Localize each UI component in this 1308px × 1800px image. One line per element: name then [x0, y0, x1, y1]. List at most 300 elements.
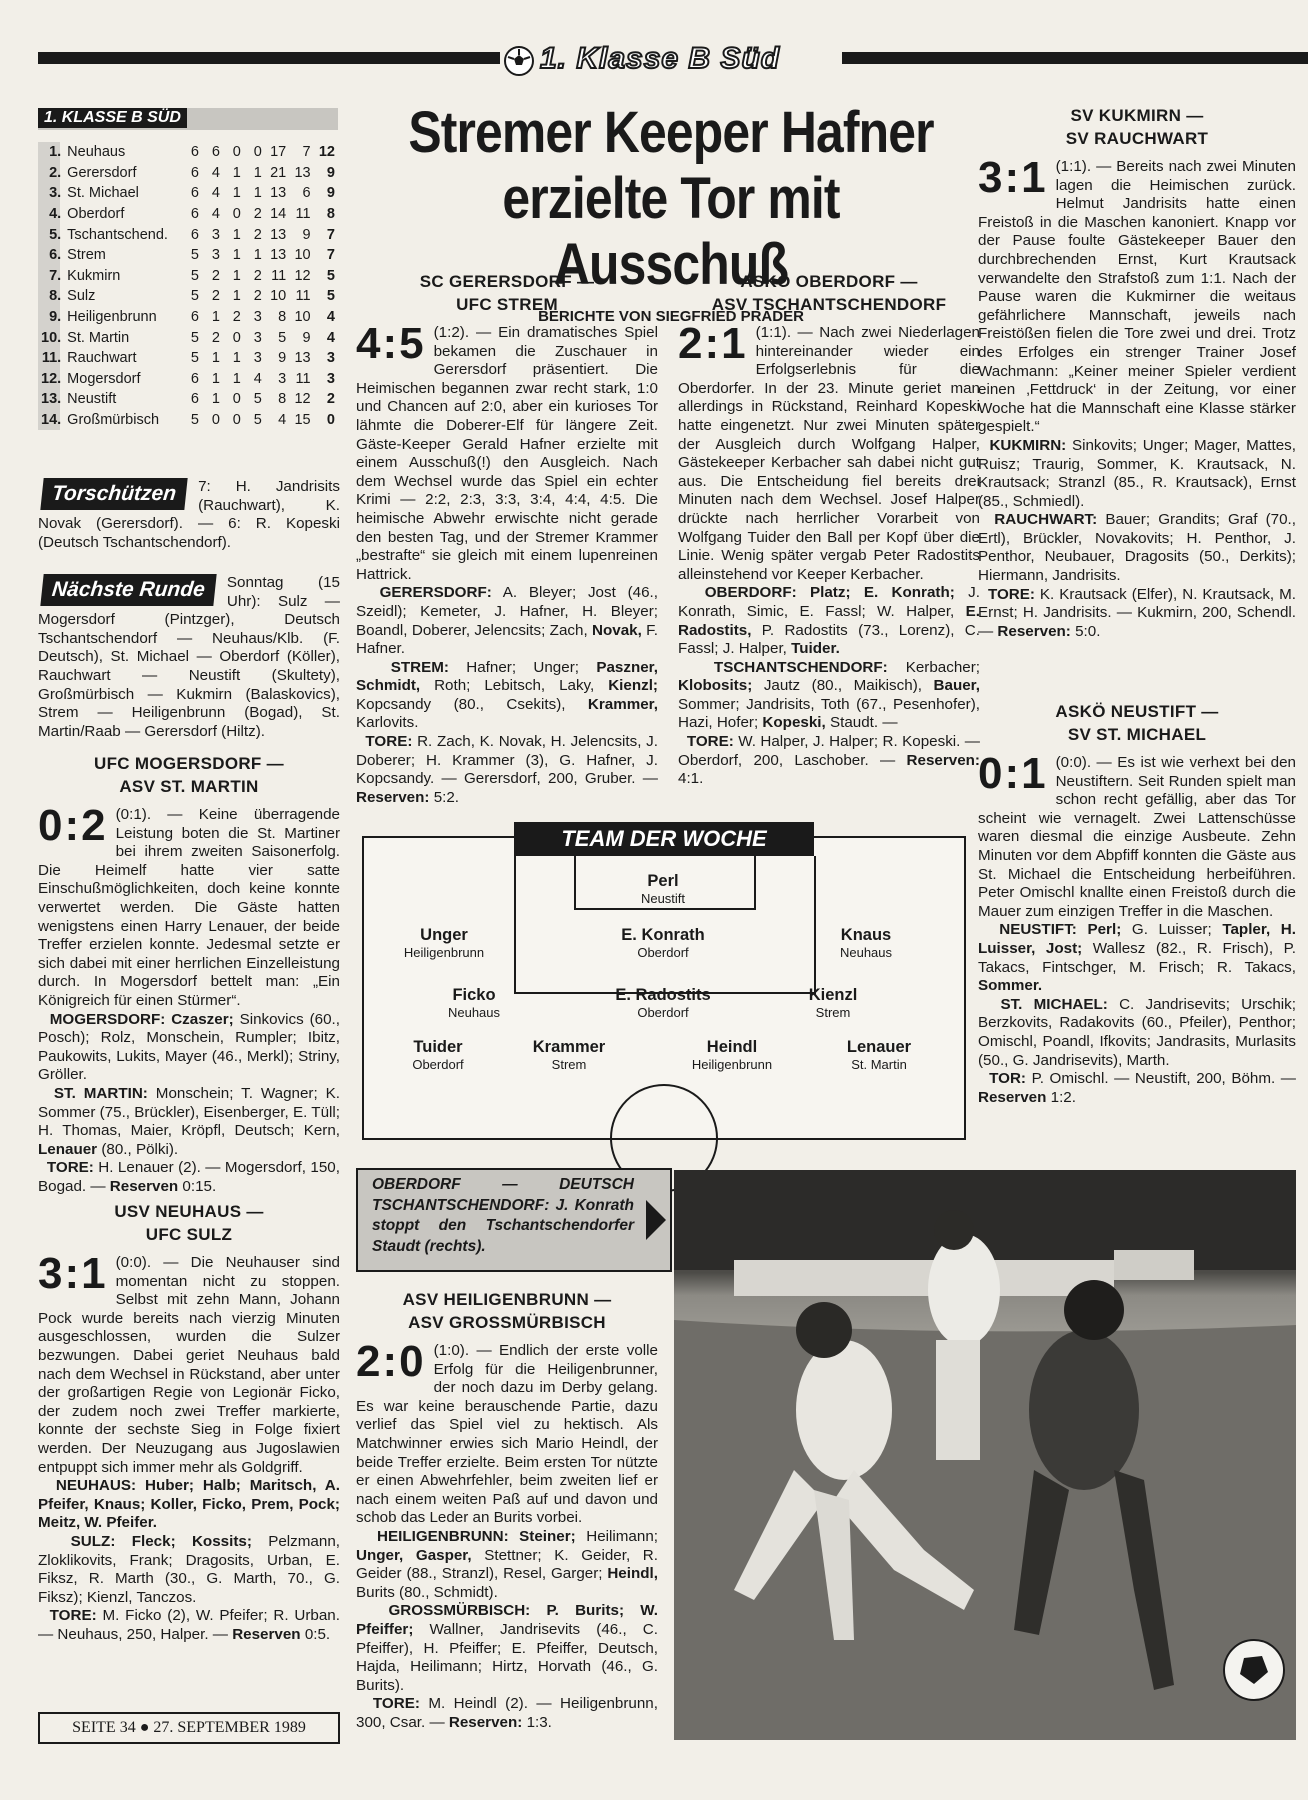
team-cell: Oberdorf — [67, 206, 125, 223]
scorers-text: 7: H. Jandrisits (Rauchwart), K. Novak (Gerersdorf). — 6: R. Kopeski (Deutsch Tschantschendorf). — [38, 478, 340, 551]
rank-cell: 9. — [49, 309, 62, 326]
stat-cell: 6 — [302, 185, 311, 202]
reserves: 5:0. — [1075, 622, 1101, 640]
match-home: ASV HEILIGENBRUNN — — [402, 1290, 612, 1309]
headline-line-1: Stremer Keeper Hafner — [408, 100, 934, 165]
stat-cell: 6 — [190, 206, 199, 223]
stat-cell: 1 — [232, 350, 241, 367]
team-cell: Neustift — [67, 391, 117, 408]
lineup-bold: Krammer, — [587, 695, 658, 713]
rank-cell: 1. — [49, 144, 62, 161]
lineup-team: ST. MICHAEL: — [1000, 995, 1108, 1013]
lineup-team: NEUHAUS: — [55, 1477, 137, 1495]
stat-cell: 7 — [302, 144, 311, 161]
stat-cell: 11 — [295, 206, 311, 223]
match-away: UFC SULZ — [145, 1225, 233, 1244]
player-club: Neuhaus — [447, 1005, 501, 1020]
reserves: 5:2. — [433, 788, 460, 806]
match-report: (1:1). — Bereits nach zwei Minuten lagen die Heimischen zurück. Helmut Jandrisits hatte einen Freistoß in die Maschen kanoniert. Knapp vor der Pause foulte Gästekeeper Bauer den durchbrechenden Ernst, Kurt Krautsack verwandelte den Strafstoß zum 1:1. Nach der Pause waren die Kukmirner die weitaus gefährlichere Mannschaft, jeweils nach Freistößen fielen die Tore zwei und drei. Trotz des Erfolges ein strenger Trainer Josef Wachmann: „Keiner meiner Spieler verdient einen ‚Fettdruck‘ in der Zeitung, vor einer Woche hat die Mannschaft eine Klasse stärker gespielt.“ — [978, 158, 1296, 436]
match-heiligenbrunn — [356, 1288, 658, 1732]
player-defender-center — [598, 926, 728, 960]
match-report: (1:2). — Ein dramatisches Spiel bekamen die Zuschauer in Gerersdorf präsentiert. Die Heimischen begannen zwar recht stark, 1:0 und Chancen auf 2:0, aber ein kurioses Tor lähmte die Doberer-Elf für längere Zeit. Gäste-Keeper Gerald Hafner erzielte mit einem Ausschuß(!) den Ausgleich. Nach dem Wechsel wurde das Spiel ein echter Krimi — 2:2, 2:3, 3:3, 3:4, 4:4, 4:5. Die heimische Abwehr erwischte nicht gerade den besten Tag, und der Stremer Krammer „bestrafte“ sie gleich mit einem lupenreinen Hattrick. — [356, 324, 658, 583]
page-footer: SEITE 34 ● 27. SEPTEMBER 1989 — [38, 1712, 340, 1744]
goals: R. Zach, K. Novak, H. Jelencsits, J. Doberer; H. Krammer (3), G. Hafner, J. Kopcsandy. — Gerersdorf, 200, Gruber. — — [356, 733, 658, 788]
stat-cell: 11 — [295, 370, 311, 387]
team-cell: Rauchwart — [67, 350, 137, 367]
match-away: ASV ST. MARTIN — [119, 777, 259, 796]
rank-cell: 4. — [49, 206, 62, 223]
lineup: Kopcsandy (80., Csekits), — [356, 695, 566, 713]
player-name: Knaus — [840, 926, 892, 944]
rank-cell: 3. — [49, 185, 62, 202]
reserves-label: Reserven — [978, 1088, 1047, 1106]
stat-cell: 10 — [270, 288, 287, 305]
stat-cell: 9 — [326, 164, 335, 181]
match-home: ASKÖ OBERDORF — — [740, 272, 918, 291]
scorers-label: Torschützen — [40, 478, 187, 510]
lineup-bold: Steiner; — [519, 1527, 576, 1545]
team-cell: Mogersdorf — [67, 370, 141, 387]
team-cell: Gerersdorf — [67, 164, 137, 181]
stat-cell: 6 — [190, 226, 199, 243]
team-cell: Neuhaus — [67, 144, 126, 161]
match-report: (0:1). — Keine überragende Leistung boten die St. Martiner bei ihrem zweiten Saisonerfolg. Die Heimelf hatte vier satte Einschußmöglichkeiten, doch keine konnte verwertet werden. Die Gäste hatten wenigstens einen Harry Lenauer, der beide Treffer erzielen konnte. Jedesmal setzte er sich dabei mit einer herrlichen Einzelleistung durch. In Mogersdorf bettelt man: „Ein Königreich für einen Stürmer“. — [38, 806, 340, 1009]
player-club: Oberdorf — [637, 1005, 689, 1020]
lineup: Staudt. — — [829, 714, 898, 732]
stat-cell: 4 — [211, 164, 220, 181]
stat-cell: 1 — [232, 226, 241, 243]
stat-cell: 4 — [211, 206, 220, 223]
lineup-bold: Tuider. — [791, 640, 840, 658]
lineup: F. Hafner. — [356, 621, 658, 658]
lineup-team: STREM: — [390, 658, 449, 676]
stat-cell: 6 — [190, 164, 199, 181]
stat-cell: 1 — [232, 185, 241, 202]
lineup-bold: Czaszer; — [171, 1010, 234, 1028]
stat-cell: 14 — [270, 206, 287, 223]
player-club: Strem — [815, 1005, 851, 1020]
lineup: J. Konrath, Simic, E. Fassl; W. Halper, — [678, 584, 980, 620]
stat-cell: 8 — [278, 391, 287, 408]
stat-cell: 6 — [211, 144, 220, 161]
table-row — [38, 307, 338, 328]
photo-illustration — [674, 1170, 1296, 1740]
lineup-team: NEUSTIFT: — [999, 921, 1077, 939]
lineup-team: KUKMIRN: — [989, 436, 1067, 454]
stat-cell: 10 — [294, 247, 311, 264]
table-row — [38, 327, 338, 348]
stat-cell: 5 — [190, 350, 199, 367]
rank-cell: 2. — [49, 164, 62, 181]
match-report: (0:0). — Es ist wie verhext bei den Neustiftern. Seit Runden spielt man schon recht gefällig, aber das Tor scheint wie vernagelt. Zwei Lattenschüsse waren diesmal die einzige Ausbeute. Zehn Minuten vor dem Abpfiff konnten die Gäste aus St. Michael die Entscheidung herbeiführen. Peter Omischl knallte einen Freistoß durch die Mauer zum einzigen Treffer in die Maschen. — [978, 754, 1296, 920]
table-row — [38, 245, 338, 266]
stat-cell: 9 — [326, 185, 335, 202]
stat-cell: 1 — [211, 391, 220, 408]
stat-cell: 9 — [302, 329, 311, 346]
arrow-right-icon — [646, 1200, 666, 1240]
stat-cell: 2 — [253, 206, 262, 223]
stat-cell: 5 — [190, 247, 199, 264]
stat-cell: 12 — [318, 144, 335, 161]
team-cell: Tschantschend. — [67, 226, 168, 243]
stat-cell: 2 — [211, 267, 220, 284]
stat-cell: 1 — [232, 164, 241, 181]
lineup: Burits (80., Schmidt). — [356, 1583, 498, 1601]
scorers-box — [38, 478, 340, 552]
team-cell: Sulz — [67, 288, 96, 305]
stat-cell: 6 — [190, 309, 199, 326]
stat-cell: 2 — [211, 329, 220, 346]
header-band-right — [842, 52, 1308, 64]
match-neustift — [978, 700, 1296, 1107]
match-score: 2:0 — [356, 1337, 426, 1386]
stat-cell: 9 — [302, 226, 311, 243]
reserves-label: Reserven: — [906, 751, 980, 769]
goals: M. Ficko (2), W. Pfeifer; R. Urban. — Neuhaus, 250, Halper. — — [38, 1607, 340, 1643]
stat-cell: 1 — [232, 288, 241, 305]
stat-cell: 12 — [294, 267, 311, 284]
stat-cell: 5 — [190, 288, 199, 305]
lineup-team: MOGERSDORF: — [49, 1010, 166, 1028]
stat-cell: 15 — [294, 412, 311, 429]
lineup: Karlovits. — [356, 714, 419, 732]
stat-cell: 3 — [253, 309, 262, 326]
stat-cell: 13 — [294, 164, 311, 181]
goals-label: TORE: — [686, 733, 734, 751]
reserves: 1:3. — [526, 1713, 552, 1731]
lineup-bold: Sommer. — [978, 977, 1043, 995]
lineup-bold: Bauer, — [933, 677, 980, 695]
stat-cell: 6 — [190, 185, 199, 202]
lineup: G. Luisser; — [1131, 921, 1212, 939]
lineup-bold: Kopeski, — [762, 714, 826, 732]
stat-cell: 5 — [278, 329, 287, 346]
lineup: P. Radostits (73., Lorenz), C. Fassl; J. Halper, — [678, 621, 980, 658]
player-name: Ficko — [452, 986, 496, 1004]
goals-label: TORE: — [49, 1607, 97, 1625]
match-kukmirn — [978, 104, 1296, 641]
player-name: Tuider — [413, 1038, 463, 1056]
goals-label: TOR: — [989, 1070, 1026, 1088]
lineup: Hafner; Unger; — [466, 658, 579, 676]
stat-cell: 10 — [294, 309, 311, 326]
match-away: UFC STREM — [456, 295, 558, 314]
rank-cell: 11. — [41, 350, 62, 367]
next-round-box — [38, 574, 340, 741]
goals: K. Krautsack (Elfer), N. Krautsack, M. Ernst; H. Jandrisits. — Kukmirn, 200, Schendl. — — [978, 585, 1296, 640]
reserves-label: Reserven: — [997, 622, 1071, 640]
lineup: Wallner, Jandrisevits (46., C. Pfeiffer), H. Pfeiffer; E. Pfeiffer, Deutsch, Hajda, Heilimann; Hirtz, Horvath (46., G. Burits). — [356, 1620, 658, 1694]
football-icon — [504, 46, 534, 76]
lineup-team: GROSSMÜRBISCH: — [388, 1602, 531, 1620]
player-mid-center — [598, 986, 728, 1020]
table-row — [38, 389, 338, 410]
stat-cell: 0 — [232, 391, 241, 408]
lineup-bold: Lenauer — [38, 1140, 98, 1158]
stat-cell: 7 — [326, 247, 335, 264]
lineup: Sommer; Jandrisits, Toth (67., Pesenhofer), Hazi, Hofer; — [678, 695, 980, 732]
lineup: C. Jandrisevits; Urschik; Berzkovits, Radakovits (60., Pfeiler), Penthor; Omischl, Poandl, Ifkovits; Jandrasits, Murlasits (50., G. Jandrisevits), Marth. — [978, 995, 1296, 1069]
stat-cell: 3 — [253, 329, 262, 346]
photo-caption-box — [356, 1168, 672, 1272]
byline: BERICHTE VON SIEGFRIED PRADER — [538, 308, 804, 325]
stat-cell: 8 — [278, 309, 287, 326]
stat-cell: 1 — [232, 370, 241, 387]
stat-cell: 13 — [294, 350, 311, 367]
lineup-bold: Heindl, — [607, 1565, 658, 1583]
lineup-bold: Klobosits; — [678, 677, 753, 695]
lineup: Pelzmann, Zloklikovits, Frank; Dragosits, Urban, E. Fiksz, R. Marth (30., G. Marth, 70., G. Fiksz); Kienzl, Tanczos. — [38, 1532, 340, 1606]
team-cell: St. Michael — [67, 185, 139, 202]
photo-caption: OBERDORF — DEUTSCH TSCHANTSCHENDORF: J. Konrath stoppt den Tschantschendorfer Staudt (rechts). — [372, 1176, 634, 1255]
lineup-team: SULZ: — [70, 1532, 116, 1550]
stat-cell: 5 — [190, 329, 199, 346]
player-name: E. Konrath — [621, 926, 705, 944]
match-away: ASV GROSSMÜRBISCH — [408, 1313, 606, 1332]
lineup: Monschein; T. Wagner; K. Sommer (75., Brückler), Eisenberger, E. Tüll; H. Thomas, Maier, Kröpfl, Deutsch; Kern, — [38, 1084, 340, 1140]
player-club: Neuhaus — [839, 945, 893, 960]
stat-cell: 3 — [211, 247, 220, 264]
reserves: 0:5. — [304, 1625, 331, 1643]
lineup: (80., Pölki). — [101, 1140, 179, 1158]
goals-label: TORE: — [365, 733, 413, 751]
lineup-bold: Paszner, Schmidt, — [356, 658, 658, 695]
player-name: Perl — [647, 872, 679, 890]
stat-cell: 1 — [232, 267, 241, 284]
match-home: SC GERERSDORF — — [419, 272, 595, 291]
stat-cell: 1 — [253, 185, 262, 202]
team-cell: Heiligenbrunn — [67, 309, 157, 326]
stat-cell: 0 — [232, 144, 241, 161]
lineup-bold: Unger, Gasper, — [356, 1546, 472, 1564]
lineup: Bauer; Grandits; Graf (70., Ertl), Brückler, Novakovits; H. Penthor, J. Penthor, Neubauer, Dragosits (50., Derkits); Hiermann, Jandrisits. — [978, 511, 1296, 585]
reserves-label: Reserven: — [356, 788, 430, 806]
player-club: Neustift — [640, 891, 686, 906]
player-forward-1 — [373, 1038, 503, 1072]
goals-label: TORE: — [46, 1159, 94, 1177]
match-score: 2:1 — [678, 319, 748, 368]
rank-cell: 6. — [49, 247, 62, 264]
table-row — [38, 163, 338, 184]
goals-label: TORE: — [372, 1695, 420, 1713]
lineup: Wallesz (82., R. Frisch), P. Takacs, Fintschger, M. Frisch; R. Takacs, — [978, 939, 1296, 976]
rank-cell: 8. — [49, 288, 62, 305]
header-band-left — [38, 52, 500, 64]
page-number: SEITE 34 — [72, 1719, 136, 1736]
stat-cell: 0 — [326, 412, 335, 429]
player-forward-2 — [504, 1038, 634, 1072]
lineup: Sinkovics (60., Posch); Rolz, Monschein, Rumpler; Ibitz, Paukowits, Lukits, Mayer (46., Merkl); Striny, Gröller. — [38, 1010, 340, 1084]
stat-cell: 1 — [211, 370, 220, 387]
reserves-label: Reserven: — [448, 1713, 523, 1731]
match-gerersdorf — [356, 270, 658, 807]
reserves: 1:2. — [1050, 1088, 1076, 1106]
section-title: 1. Klasse B Süd — [540, 42, 781, 75]
league-table — [38, 142, 338, 430]
stat-cell: 13 — [270, 226, 287, 243]
reserves: 4:1. — [678, 770, 704, 788]
stat-cell: 13 — [270, 185, 287, 202]
player-club: Heiligenbrunn — [403, 945, 485, 960]
lineup-bold: Tapler, H. Luisser, Jost; — [978, 921, 1296, 957]
player-name: Krammer — [532, 1038, 606, 1056]
lineup-team: ST. MARTIN: — [53, 1084, 148, 1102]
rank-cell: 7. — [49, 267, 62, 284]
player-club: Heiligenbrunn — [691, 1057, 773, 1072]
match-score: 3:1 — [38, 1249, 108, 1298]
stat-cell: 11 — [295, 288, 311, 305]
team-cell: St. Martin — [67, 329, 130, 346]
player-forward-3 — [667, 1038, 797, 1072]
goals: M. Heindl (2). — Heiligenbrunn, 300, Csar. — — [356, 1695, 658, 1731]
stat-cell: 3 — [253, 350, 262, 367]
match-report: (1:0). — Endlich der erste volle Erfolg für die Heiligenbrunner, der noch dazu im Derby gelang. Es war keine berauschende Partie, dazu verlief das Spiel viel zu hektisch. Als Matchwinner erwies sich Mario Heindl, der beide Treffer erzielte. Beim ersten Tor nützte er einen Abwehrfehler, beim zweiten lief er nach einem weiten Paß auf und davon und schob das Leder an Burits vorbei. — [356, 1342, 658, 1527]
lineup-bold: P. Burits; W. Pfeiffer; — [356, 1602, 658, 1638]
match-home: UFC MOGERSDORF — — [94, 754, 284, 773]
goals-label: TORE: — [987, 585, 1035, 603]
table-row — [38, 204, 338, 225]
lineup-bold: Huber; Halb; Maritsch, A. Pfeifer, Knaus; Koller, Ficko, Prem, Pock; Meitz, W. Pfeifer. — [38, 1477, 340, 1532]
stat-cell: 2 — [253, 267, 262, 284]
stat-cell: 21 — [270, 164, 287, 181]
player-club: Oberdorf — [637, 945, 689, 960]
lineup-team: GERERSDORF: — [379, 584, 492, 602]
stat-cell: 8 — [326, 206, 335, 223]
stat-cell: 6 — [190, 144, 199, 161]
match-report: (0:0). — Die Neuhauser sind momentan nicht zu stoppen. Selbst mit zehn Mann, Johann Pock wurde bereits nach vierzig Minuten ausgeschlossen, wurden die Sulzer bezwungen. Dabei geriet Neuhaus bald nach dem Wechsel in Rückstand, aber unter der großartigen Regie von Legionär Ficko, der zudem noch zwei Treffer markierte, konnte der sechste Sieg in Folge fixiert werden. Der Neuzugang aus Jugoslawien entpuppt sich immer mehr als Goldgriff. — [38, 1254, 340, 1476]
stat-cell: 0 — [232, 412, 241, 429]
rank-cell: 10. — [41, 329, 62, 346]
player-name: Unger — [420, 926, 468, 944]
match-home: USV NEUHAUS — — [114, 1202, 264, 1221]
lineup-team: HEILIGENBRUNN: — [377, 1527, 509, 1545]
match-report: (1:1). — Nach zwei Niederlagen hintereinander wieder ein Erfolgserlebnis für die Oberdorfer. In der 23. Minute geriet man allerdings in Rückstand, Reinhard Kopeski hatte eingenetzt. Nur zwei Minuten später der Ausgleich durch Wolfgang Halper, Gästekeeper Kerbacher sah dabei nicht gut aus. Die Entscheidung fiel bereits drei Minuten nach dem Wechsel. Josef Halper drückte nach herrlicher Vorarbeit von Wolfgang Tuider den Ball per Kopf über die Linie. Wenig später vergab Peter Radostits alleinstehend vor Keeper Kerbacher. — [678, 324, 980, 583]
league-table-box — [38, 108, 338, 430]
lineup-team: RAUCHWART: — [994, 511, 1098, 529]
reserves-label: Reserven — [109, 1177, 179, 1195]
stat-cell: 17 — [270, 144, 287, 161]
reserves-label: Reserven — [232, 1625, 301, 1643]
stat-cell: 2 — [326, 391, 335, 408]
lineup-bold: Platz; E. Konrath; — [810, 584, 955, 602]
stat-cell: 1 — [211, 350, 220, 367]
stat-cell: 5 — [253, 412, 262, 429]
table-row — [38, 348, 338, 369]
section-header — [500, 42, 840, 78]
stat-cell: 3 — [211, 226, 220, 243]
player-club: St. Martin — [851, 1057, 907, 1072]
lineup-bold: Novak, — [592, 621, 642, 639]
player-name: Lenauer — [846, 1038, 912, 1056]
stat-cell: 9 — [278, 350, 287, 367]
table-row — [38, 183, 338, 204]
lineup-bold: E. Radostits, — [678, 602, 980, 639]
stat-cell: 0 — [211, 412, 220, 429]
player-club: Oberdorf — [412, 1057, 464, 1072]
player-defender-left — [379, 926, 509, 960]
team-of-week-pitch — [362, 826, 966, 1140]
stat-cell: 6 — [190, 391, 199, 408]
stat-cell: 5 — [326, 288, 335, 305]
lineup-bold: Kienzl; — [608, 677, 658, 695]
table-row — [38, 286, 338, 307]
player-mid-right — [768, 986, 898, 1020]
player-name: E. Radostits — [615, 986, 711, 1004]
goals: P. Omischl. — Neustift, 200, Böhm. — — [1031, 1070, 1296, 1088]
stat-cell: 2 — [232, 309, 241, 326]
stat-cell: 1 — [211, 309, 220, 326]
match-neuhaus — [38, 1200, 340, 1644]
table-row — [38, 142, 338, 163]
table-row — [38, 224, 338, 245]
stat-cell: 3 — [278, 370, 287, 387]
match-away: ASV TSCHANTSCHENDORF — [711, 295, 947, 314]
match-score: 0:1 — [978, 749, 1048, 798]
stat-cell: 4 — [326, 329, 335, 346]
rank-cell: 12. — [41, 370, 62, 387]
match-home: SV KUKMIRN — — [1070, 106, 1204, 125]
goals: H. Lenauer (2). — Mogersdorf, 150, Bogad. — — [38, 1159, 340, 1195]
match-score: 0:2 — [38, 801, 108, 850]
stat-cell: 5 — [190, 267, 199, 284]
team-cell: Kukmirn — [67, 267, 121, 284]
stat-cell: 5 — [253, 391, 262, 408]
stat-cell: 1 — [253, 164, 262, 181]
lineup-team: OBERDORF: — [704, 584, 797, 602]
match-photo — [674, 1170, 1296, 1740]
table-title: 1. KLASSE B SÜD — [38, 108, 187, 128]
rank-cell: 5. — [49, 226, 62, 243]
stat-cell: 4 — [211, 185, 220, 202]
team-cell: Strem — [67, 247, 106, 264]
team-of-week-title: TEAM DER WOCHE — [514, 822, 814, 856]
issue-date: 27. SEPTEMBER 1989 — [153, 1719, 306, 1736]
match-away: SV ST. MICHAEL — [1067, 725, 1207, 744]
next-round-text: Sonntag (15 Uhr): Sulz — Mogersdorf (Pintzger), Deutsch Tschantschendorf — Neuhaus/Klb. (F. Deutsch), St. Michael — Oberdorf (Köller), Rauchwart — Neustift (Skultety), Großmürbisch — Kukmirn (Balaskovics), Strem — Heiligenbrunn (Bogad), St. Martin/Raab — Gerersdorf (Hiltz). — [38, 574, 340, 740]
stat-cell: 3 — [326, 370, 335, 387]
lineup: Sinkovits; Unger; Mager, Mattes, Ruisz; Traurig, Sommer, K. Krautsack, N. Krautsack; Stranzl (85., R. Krautsack), Ernst (85., Schmiedl). — [978, 436, 1296, 510]
match-score: 3:1 — [978, 153, 1048, 202]
lineup: Roth; Lebitsch, Laky, — [434, 677, 595, 695]
player-keeper — [598, 872, 728, 906]
stat-cell: 0 — [232, 206, 241, 223]
stat-cell: 2 — [211, 288, 220, 305]
lineup: Kerbacher; — [905, 658, 980, 676]
stat-cell: 5 — [326, 267, 335, 284]
player-mid-left — [409, 986, 539, 1020]
stat-cell: 11 — [271, 267, 287, 284]
stat-cell: 3 — [326, 350, 335, 367]
stat-cell: 6 — [190, 370, 199, 387]
headline-line-2: erzielte Tor mit Ausschuß — [502, 166, 840, 297]
stat-cell: 4 — [326, 309, 335, 326]
lineup: A. Bleyer; Jost (46., Szeidl); Kemeter, J. Hafner, H. Bleyer; Boandl, Doberer, Jelencsits; Zach, — [356, 584, 658, 639]
reserves: 0:15. — [182, 1177, 217, 1195]
stat-cell: 4 — [253, 370, 262, 387]
stat-cell: 1 — [232, 247, 241, 264]
stat-cell: 2 — [253, 288, 262, 305]
lineup-team: TSCHANTSCHENDORF: — [713, 658, 888, 676]
team-cell: Großmürbisch — [67, 412, 160, 429]
player-name: Kienzl — [808, 986, 858, 1004]
player-club: Strem — [551, 1057, 587, 1072]
stat-cell: 4 — [278, 412, 287, 429]
match-mogersdorf — [38, 752, 340, 1196]
rank-cell: 13. — [41, 391, 62, 408]
match-away: SV RAUCHWART — [1065, 129, 1209, 148]
lineup: Stettner; K. Geider, R. Geider (88., Stranzl), Resel, Garger; — [356, 1546, 658, 1583]
next-round-label: Nächste Runde — [40, 574, 216, 606]
